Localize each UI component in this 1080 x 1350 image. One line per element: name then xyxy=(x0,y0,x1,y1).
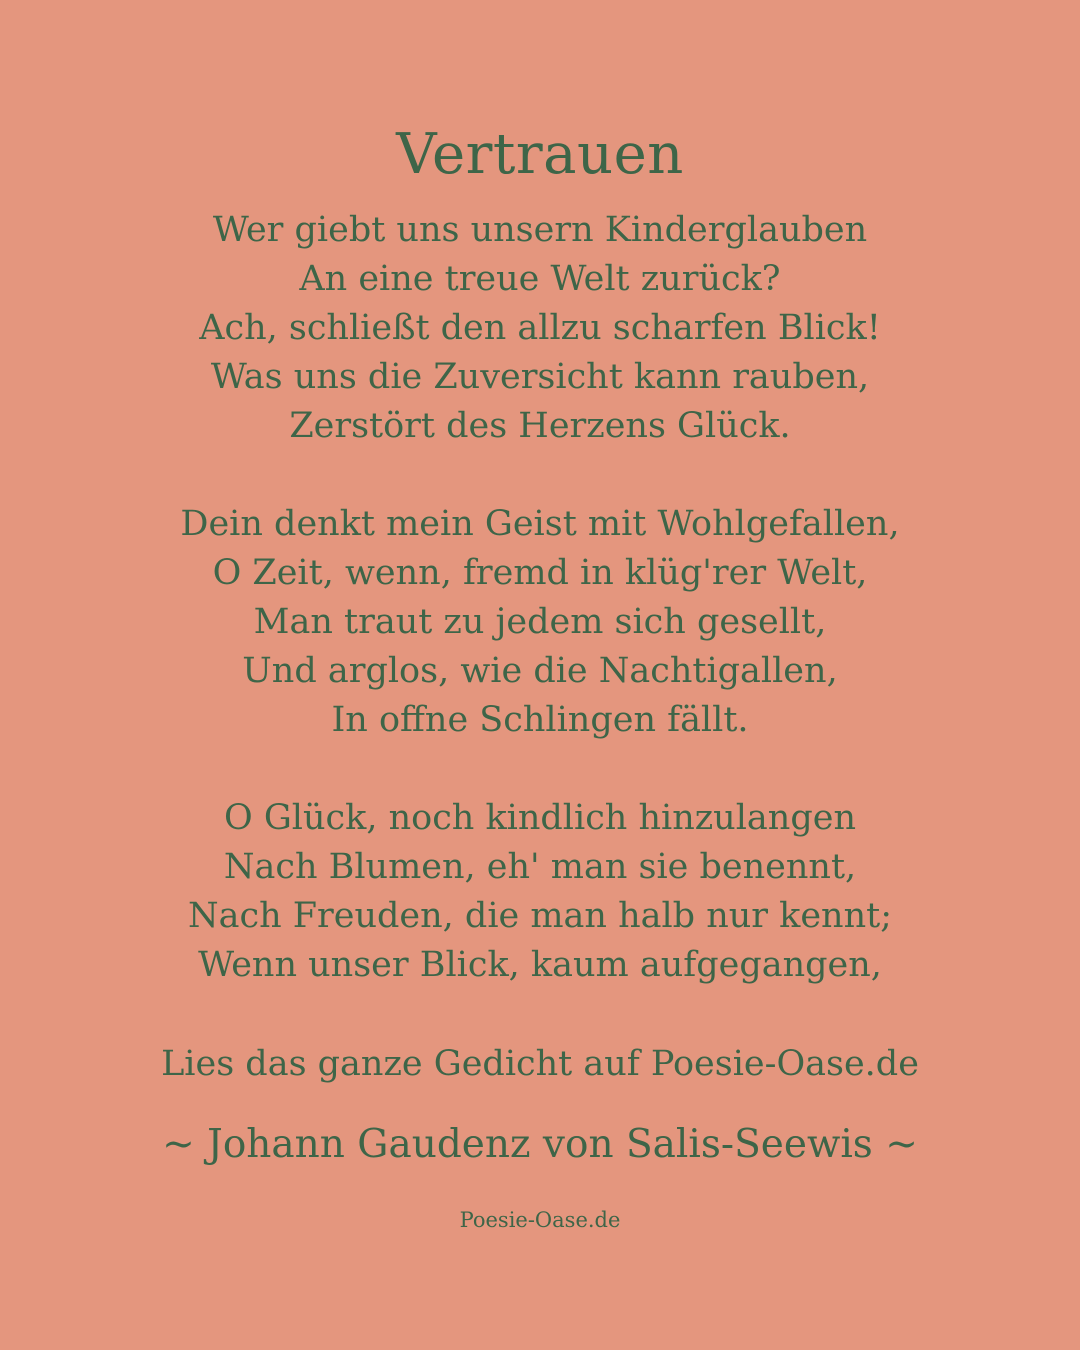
poem-line: O Zeit, wenn, fremd in klüg'rer Welt, xyxy=(212,553,868,593)
stanza-3 xyxy=(0,794,1080,990)
poem-line: An eine treue Welt zurück? xyxy=(299,259,781,299)
stanza-1 xyxy=(0,206,1080,451)
poem-line: Zerstört des Herzens Glück. xyxy=(289,406,791,446)
poem-line: Was uns die Zuversicht kann rauben, xyxy=(210,357,870,397)
poem-line: Wenn unser Blick, kaum aufgegangen, xyxy=(198,945,882,985)
poem-line: Nach Blumen, eh' man sie benennt, xyxy=(223,847,857,887)
poem-body xyxy=(0,206,1080,1039)
poem-line: Und arglos, wie die Nachtigallen, xyxy=(242,651,838,691)
author-name: ~ Johann Gaudenz von Salis-Seewis ~ xyxy=(162,1122,918,1167)
poem-line: Man traut zu jedem sich gesellt, xyxy=(253,602,827,642)
read-more-text: Lies das ganze Gedicht auf Poesie-Oase.de xyxy=(161,1044,919,1084)
poem-line: Ach, schließt den allzu scharfen Blick! xyxy=(199,308,881,348)
poem-line: In offne Schlingen fällt. xyxy=(331,700,749,740)
poem-title: Vertrauen xyxy=(396,122,684,187)
stanza-2 xyxy=(0,500,1080,745)
poem-line: O Glück, noch kindlich hinzulangen xyxy=(224,798,856,838)
poem-line: Wer giebt uns unsern Kinderglauben xyxy=(212,210,868,250)
site-watermark: Poesie-Oase.de xyxy=(459,1208,621,1232)
poem-line: Dein denkt mein Geist mit Wohlgefallen, xyxy=(180,504,900,544)
poem-line: Nach Freuden, die man halb nur kennt; xyxy=(187,896,893,936)
